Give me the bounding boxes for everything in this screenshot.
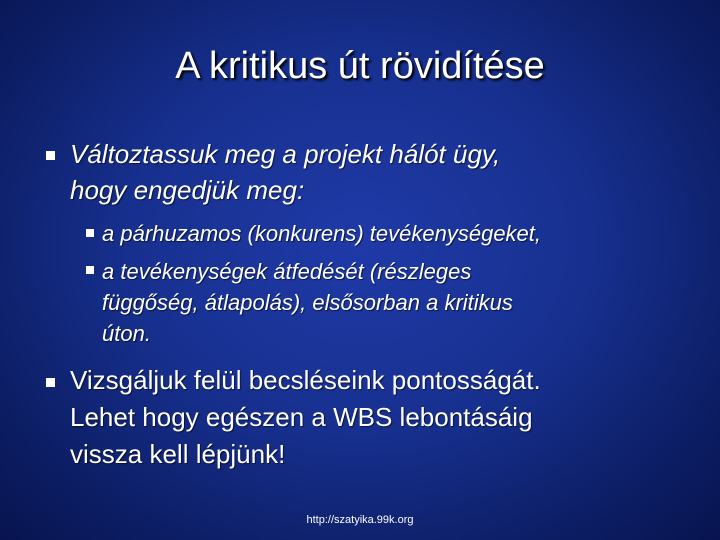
bullet-2-line-2: Lehet hogy egészen a WBS lebontásáig [70,402,533,432]
bullet-1-text [70,136,500,208]
square-bullet-icon [86,266,94,274]
bullet-1-line-1: Változtassuk meg a projekt hálót ügy, [70,139,501,169]
slide-title: A kritikus út rövidítése [175,45,545,87]
footer-url: http://szatyika.99k.org [306,514,414,526]
bullet-2-line-3: vissza kell lépjünk! [70,439,286,469]
bullet-2-text [70,362,541,473]
sub-bullet-2-line-2: függőség, átlapolás), elsősorban a kritikus [102,290,513,315]
square-bullet-icon [46,151,55,160]
bullet-2-line-1: Vizsgáljuk felül becsléseink pontosságát. [70,365,541,395]
square-bullet-icon [46,378,55,387]
bullet-1-line-2: hogy engedjük meg: [70,175,305,205]
sub-bullet-2-text [102,256,513,349]
sub-bullet-1-text [102,218,541,249]
sub-bullet-2-line-1: a tevékenységek átfedését (részleges [102,259,472,284]
sub-bullet-1-line-1: a párhuzamos (konkurens) tevékenységeket, [102,221,542,246]
square-bullet-icon [86,229,94,237]
sub-bullet-2-line-3: úton. [102,321,151,346]
